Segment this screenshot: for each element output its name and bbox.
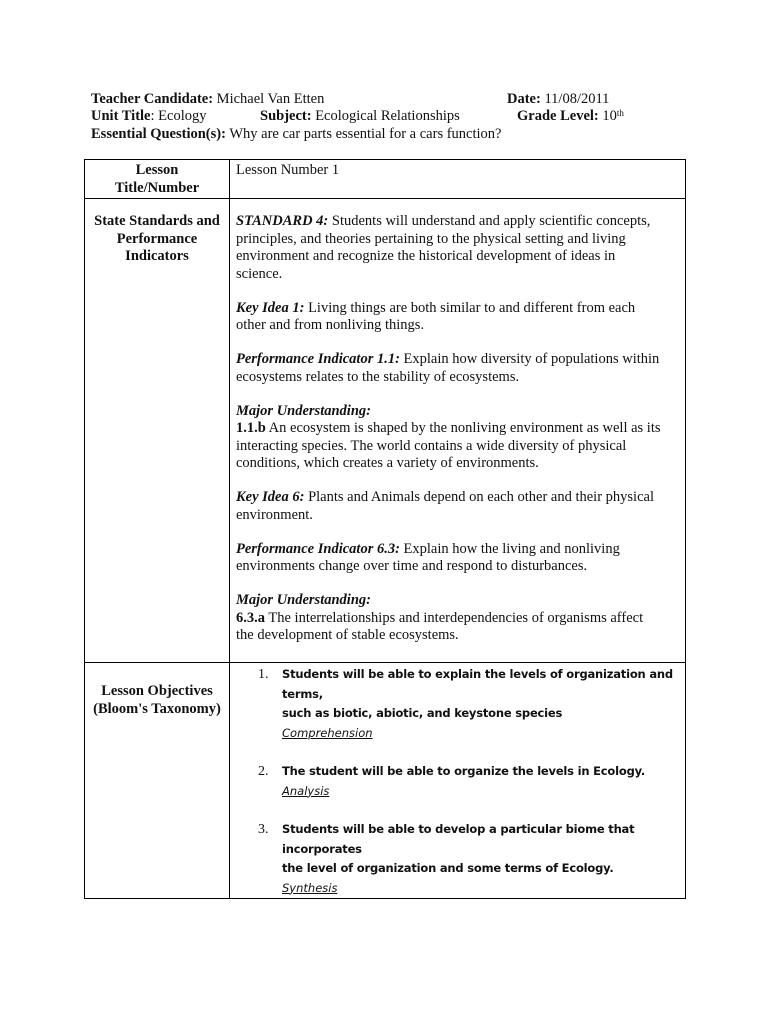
grade-suffix: th bbox=[616, 108, 624, 118]
lesson-title-label-line1: Lesson bbox=[135, 162, 179, 178]
list-item bbox=[236, 820, 685, 898]
key-idea-1-text-2: other and from nonliving things. bbox=[236, 317, 425, 333]
essential-question-value: Why are car parts essential for a cars function? bbox=[229, 126, 502, 142]
objective-1-text-1: Students will be able to explain the levels of organization and terms, bbox=[282, 667, 673, 701]
standard-4-text-3: environment and recognize the historical development of ideas in bbox=[236, 248, 616, 264]
standards-label bbox=[85, 199, 230, 663]
key-idea-1-label: Key Idea 1: bbox=[236, 299, 305, 316]
date-label: Date: bbox=[507, 91, 541, 107]
standard-4-text-1: Students will understand and apply scientific concepts, bbox=[331, 213, 651, 229]
standards-content bbox=[230, 199, 686, 663]
unit-value: : Ecology bbox=[150, 108, 207, 124]
objectives-label-line1: Lesson Objectives bbox=[101, 683, 213, 699]
major-understanding-2-code: 6.3.a bbox=[236, 609, 265, 626]
performance-indicator-6-3-text-2: environments change over time and respond to disturbances. bbox=[236, 558, 588, 574]
key-idea-6-text-1: Plants and Animals depend on each other and their physical bbox=[308, 489, 654, 505]
major-understanding-1-code: 1.1.b bbox=[236, 420, 266, 436]
teacher-line bbox=[91, 90, 324, 108]
performance-indicator-1-1-text-2: ecosystems relates to the stability of ecosystems. bbox=[236, 368, 520, 385]
grade-label: Grade Level: bbox=[517, 108, 599, 124]
performance-indicator-1-1-text-1: Explain how diversity of populations within bbox=[403, 351, 660, 367]
performance-indicator-1-1-label: Performance Indicator 1.1: bbox=[236, 351, 400, 367]
grade-value: 10 bbox=[602, 108, 617, 124]
list-item bbox=[236, 762, 685, 801]
objectives-label-line2: (Bloom's Taxonomy) bbox=[93, 700, 221, 717]
date-line bbox=[507, 90, 609, 108]
key-idea-1-text-1: Living things are both similar to and different from each bbox=[308, 299, 636, 316]
major-understanding-1-label: Major Understanding: bbox=[236, 402, 371, 419]
standards-row bbox=[85, 199, 686, 663]
objective-1-level: Comprehension bbox=[282, 725, 373, 740]
subject-value: Ecological Relationships bbox=[315, 108, 460, 124]
objectives-label bbox=[85, 663, 230, 899]
performance-indicator-6-3-block bbox=[236, 541, 685, 576]
unit-label: Unit Title bbox=[91, 108, 151, 124]
lesson-title-value bbox=[230, 160, 686, 199]
teacher-label: Teacher Candidate: bbox=[91, 91, 214, 107]
objectives-list bbox=[236, 665, 685, 898]
subject-label: Subject: bbox=[260, 108, 312, 124]
list-item bbox=[236, 665, 685, 743]
performance-indicator-6-3-label: Performance Indicator 6.3: bbox=[236, 540, 400, 557]
objective-3-level: Synthesis bbox=[282, 880, 338, 895]
lesson-number-text: Lesson Number 1 bbox=[236, 162, 340, 178]
subject-line bbox=[260, 107, 460, 125]
objectives-row bbox=[85, 663, 686, 899]
major-understanding-2-text-1: The interrelationships and interdependencies of organisms affect bbox=[268, 609, 644, 626]
major-understanding-2-text-2: the development of stable ecosystems. bbox=[236, 627, 459, 643]
unit-line bbox=[91, 107, 206, 125]
lesson-plan-table bbox=[84, 159, 686, 899]
objective-1-text-2: such as biotic, abiotic, and keystone species bbox=[282, 706, 563, 720]
standard-4-label: STANDARD 4: bbox=[236, 213, 329, 229]
major-understanding-2-block bbox=[236, 592, 685, 645]
major-understanding-1-block bbox=[236, 403, 685, 473]
performance-indicator-1-1-block bbox=[236, 351, 685, 386]
objective-2-number: 2. bbox=[258, 764, 269, 779]
major-understanding-1-text-3: conditions, which creates a variety of environments. bbox=[236, 455, 539, 471]
standard-4-text-2: principles, and theories pertaining to the physical setting and living bbox=[236, 230, 626, 247]
major-understanding-2-label: Major Understanding: bbox=[236, 592, 371, 608]
essential-question-label: Essential Question(s): bbox=[91, 126, 226, 142]
major-understanding-1-text-2: interacting species. The world contains a wide diversity of physical bbox=[236, 437, 627, 454]
performance-indicator-6-3-text-1: Explain how the living and nonliving bbox=[403, 540, 620, 557]
objectives-content bbox=[230, 663, 686, 899]
objective-1-number: 1. bbox=[258, 667, 269, 682]
objective-2-level: Analysis bbox=[282, 783, 330, 798]
objective-3-text-1: Students will be able to develop a particular biome that incorporates bbox=[282, 822, 635, 856]
lesson-title-label-line2: Title/Number bbox=[114, 179, 200, 196]
objective-3-number: 3. bbox=[258, 822, 269, 837]
date-value: 11/08/2011 bbox=[544, 91, 610, 107]
standards-label-line1: State Standards and bbox=[94, 213, 220, 229]
key-idea-6-label: Key Idea 6: bbox=[236, 489, 305, 505]
major-understanding-1-text-1: An ecosystem is shaped by the nonliving environment as well as its bbox=[268, 420, 661, 436]
standard-4-block bbox=[236, 213, 685, 283]
key-idea-6-block bbox=[236, 489, 685, 524]
lesson-title-label bbox=[85, 160, 230, 199]
lesson-title-row bbox=[85, 160, 686, 199]
standards-label-line3: Indicators bbox=[125, 248, 189, 264]
teacher-value: Michael Van Etten bbox=[216, 91, 325, 107]
standard-4-text-4: science. bbox=[236, 265, 283, 282]
grade-line bbox=[517, 107, 624, 125]
standards-label-line2: Performance bbox=[116, 230, 198, 247]
key-idea-6-text-2: environment. bbox=[236, 506, 313, 523]
key-idea-1-block bbox=[236, 300, 685, 335]
essential-question-line bbox=[91, 125, 501, 143]
objective-3-text-2: the level of organization and some terms of Ecology. bbox=[282, 861, 614, 875]
objective-2-text-1: The student will be able to organize the levels in Ecology. bbox=[282, 764, 646, 778]
